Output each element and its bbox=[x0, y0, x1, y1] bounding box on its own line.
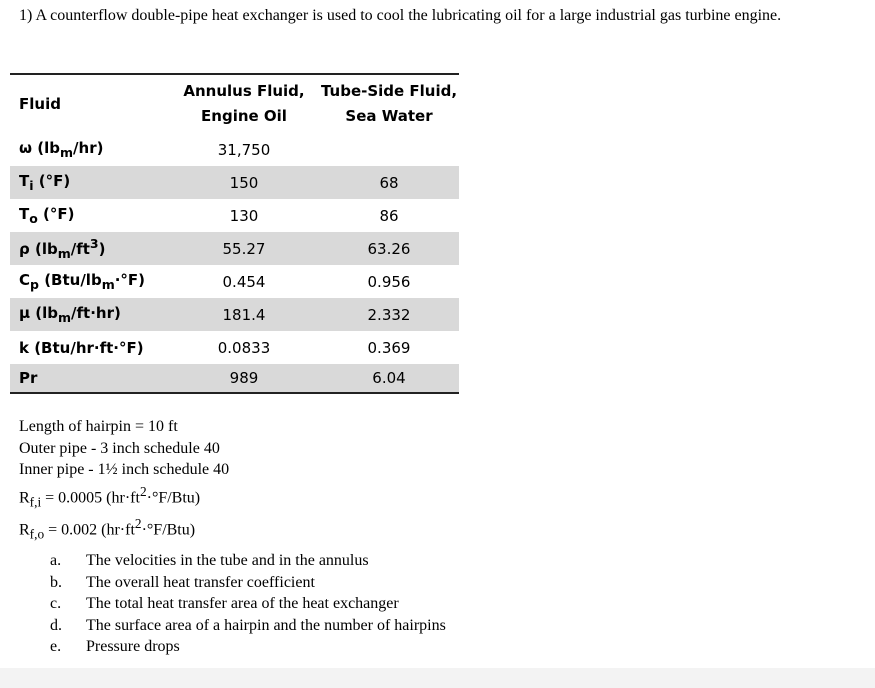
list-item bbox=[50, 593, 446, 615]
inner-pipe: Inner pipe - 1½ inch schedule 40 bbox=[19, 461, 230, 478]
row-label-density: ρ $(lb_m/ft^3)$ bbox=[19, 236, 106, 261]
list-marker: e. bbox=[50, 638, 62, 655]
header-fluid: Fluid bbox=[19, 94, 61, 113]
header-tube-line2: Sea Water bbox=[345, 107, 433, 125]
row-label-specific-heat: $C_p$ $(Btu/lb_m\cdot^\circ F)$ bbox=[19, 271, 146, 292]
outer-pipe: Outer pipe - 3 inch schedule 40 bbox=[19, 439, 220, 457]
annulus-value: 0.0833 bbox=[217, 338, 271, 357]
task-list bbox=[50, 550, 446, 658]
tube-value: 0.369 bbox=[367, 338, 411, 357]
tube-value: 86 bbox=[379, 206, 399, 225]
table-row bbox=[10, 298, 459, 331]
list-marker: b. bbox=[50, 573, 62, 591]
page-bottom-edge bbox=[0, 668, 875, 688]
list-text: The velocities in the tube and in the annulus bbox=[86, 552, 369, 569]
tube-value: 0.956 bbox=[367, 272, 411, 291]
problem-statement bbox=[19, 6, 864, 26]
row-label-mass-flow: ω $(lb_m/hr)$ bbox=[19, 139, 104, 160]
tube-value: 2.332 bbox=[367, 305, 411, 324]
tube-value bbox=[319, 133, 459, 166]
table-header-row bbox=[10, 74, 459, 133]
problem-text: A counterflow double-pipe heat exchanger is used to cool the lubricating oil for a large industrial gas turbine engine. bbox=[35, 7, 782, 24]
header-tube-line1: Tube-Side Fluid, bbox=[320, 82, 458, 100]
header-annulus-line2: Engine Oil bbox=[201, 107, 287, 125]
row-label-viscosity: μ $(lb_m/ft\cdot hr)$ bbox=[19, 304, 121, 325]
row-label-conductivity: k (Btu/hr·ft·°F) bbox=[19, 338, 144, 357]
table-row bbox=[10, 331, 459, 364]
annulus-value: 150 bbox=[229, 173, 259, 192]
table-row bbox=[10, 199, 459, 232]
row-label-prandtl: Pr bbox=[19, 369, 38, 387]
header-annulus-line1: Annulus Fluid, bbox=[183, 82, 305, 100]
tube-value: 6.04 bbox=[372, 369, 406, 387]
fouling-inner: $R_{f,i} = 0.0005$ $(hr\cdot ft^2\cdot^\circ F/Btu)$ bbox=[19, 483, 201, 510]
row-label-inlet-temp: $T_i$ (°F) bbox=[19, 172, 71, 193]
hairpin-length: Length of hairpin = 10 ft bbox=[19, 418, 178, 435]
fouling-outer: $R_{f,o} = 0.002$ $(hr\cdot ft^2\cdot^\circ F/Btu)$ bbox=[19, 515, 196, 542]
annulus-value: 0.454 bbox=[222, 272, 266, 291]
list-marker: c. bbox=[50, 595, 62, 612]
table-row bbox=[10, 232, 459, 265]
list-marker: d. bbox=[50, 616, 62, 634]
annulus-value: 181.4 bbox=[222, 305, 266, 324]
table-row bbox=[10, 265, 459, 298]
list-item bbox=[50, 615, 446, 637]
list-item bbox=[50, 550, 446, 572]
header-annulus bbox=[169, 74, 319, 133]
list-text: The surface area of a hairpin and the number of hairpins bbox=[86, 616, 446, 634]
annulus-value: 31,750 bbox=[217, 140, 271, 159]
list-item bbox=[50, 572, 446, 594]
annulus-value: 989 bbox=[229, 369, 259, 387]
list-text: Pressure drops bbox=[86, 638, 180, 655]
table-row bbox=[10, 133, 459, 166]
tube-value: 63.26 bbox=[367, 239, 411, 258]
list-text: The overall heat transfer coefficient bbox=[86, 573, 315, 591]
table-row bbox=[10, 364, 459, 393]
tube-value: 68 bbox=[379, 173, 399, 192]
given-data bbox=[19, 416, 229, 545]
list-text: The total heat transfer area of the heat exchanger bbox=[86, 595, 399, 612]
list-item bbox=[50, 636, 446, 658]
properties-table bbox=[10, 73, 459, 394]
row-label-outlet-temp: $T_o$ (°F) bbox=[19, 205, 75, 226]
table-row bbox=[10, 166, 459, 199]
annulus-value: 130 bbox=[229, 206, 259, 225]
header-tube bbox=[319, 74, 459, 133]
problem-number: 1) bbox=[19, 7, 33, 24]
annulus-value: 55.27 bbox=[222, 239, 266, 258]
list-marker: a. bbox=[50, 552, 62, 569]
